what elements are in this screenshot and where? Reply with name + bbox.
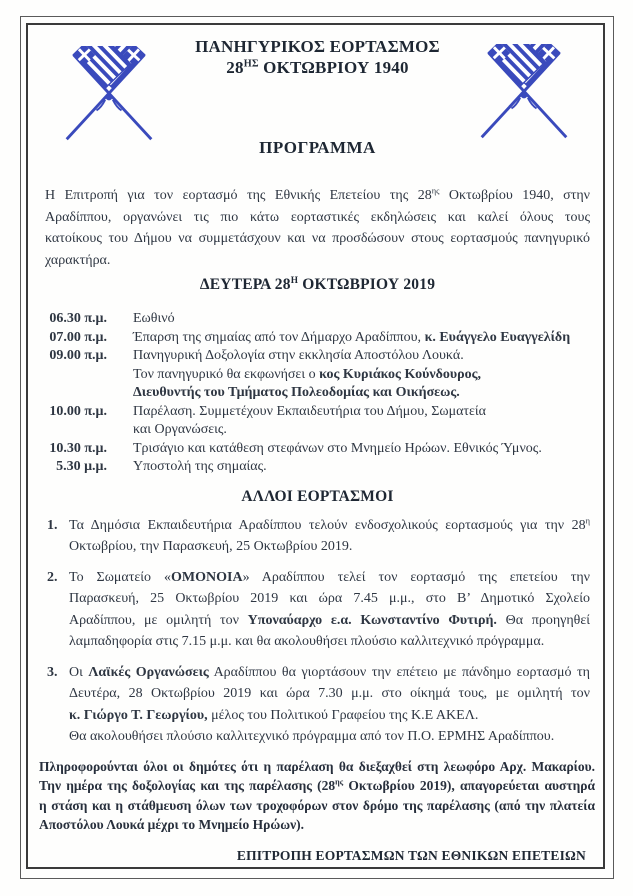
schedule-row bbox=[45, 403, 590, 440]
title-column bbox=[193, 36, 442, 158]
other-celebrations-heading: ΑΛΛΟΙ ΕΟΡΤΑΣΜΟΙ bbox=[241, 487, 394, 505]
schedule-time: 10.00 π.μ. bbox=[49, 403, 107, 419]
item-number: 1. bbox=[47, 517, 58, 533]
schedule-description: Υποστολή της σημαίας. bbox=[133, 459, 267, 474]
signature-committee: ΕΠΙΤΡΟΠΗ ΕΟΡΤΑΣΜΩΝ ΤΩΝ ΕΘΝΙΚΩΝ ΕΠΕΤΕΙΩΝ bbox=[236, 847, 586, 863]
schedule-description: Παρέλαση. Συμμετέχουν Εκπαιδευτήρια του Δήμου, Σωματεία και Οργανώσεις. bbox=[133, 403, 487, 437]
schedule-time: 06.30 π.μ. bbox=[49, 311, 107, 326]
schedule-row bbox=[45, 458, 590, 477]
program-heading: ΠΡΟΓΡΑΜΜΑ bbox=[259, 138, 376, 157]
title-line-1: ΠΑΝΗΓΥΡΙΚΟΣ ΕΟΡΤΑΣΜΟΣ bbox=[195, 37, 440, 56]
schedule-time: 10.30 π.μ. bbox=[49, 440, 107, 456]
notice-paragraph: Πληροφορούνται όλοι οι δημότες ότι η παρέλαση θα διεξαχθεί στη λεωφόρο Αρχ. Μακαρίου. Την ημέρα της δοξολογίας και της παρέλασης ($28^{\eta\varsigma}$ Οκτωβρίου 2019), απαγορεύεται αυστηρά η στάση και η στάθμευση όλων των τροχοφόρων στον δρόμο της παρέλασης (από την πλατεία Αποστόλου Λουκά μέχρι το Μνημείο Ηρώων). bbox=[39, 758, 595, 832]
document-header bbox=[45, 36, 590, 158]
page-title bbox=[193, 36, 442, 78]
intro-paragraph: Η Επιτροπή για τον εορτασμό της Εθνικής Επετείου της $28^{\eta\varsigma}$ Οκτωβρίου 1940, στην Αραδίππου, οργανώνει τις πιο κάτω εορταστικές εκδηλώσεις και καλεί όλους τους κατοίκους του Δήμου να συμμετάσχουν και να προσδώσουν στους εορτασμούς πανηγυρικό χαρακτήρα. bbox=[45, 186, 590, 268]
schedule-description: Πανηγυρική Δοξολογία στην εκκλησία Αποστόλου Λουκά. Τον πανηγυρικό θα εκφωνήσει ο κος Κυριάκος Κούνδουρος, Διευθυντής του Τμήματος Πολεοδομίας και Οικήσεως. bbox=[133, 348, 482, 400]
other-celebrations-list bbox=[45, 515, 590, 748]
item-text: Το Σωματείο «ΟΜΟΝΟΙΑ» Αραδίππου τελεί τον εορτασμό της επετείου την Παρασκευή, 25 Οκτωβρίου 2019 και ώρα 7.45 μ.μ., στο Β’ Δημοτικό Σχολείο Αραδίππου, με ομιλητή τον Υποναύαρχο ε.α. Κωνσταντίνο Φυτιρή. Θα προηγηθεί λαμπαδηφορία στις 7.15 μ.μ. και θα ακολουθήσει πλούσιο καλλιτεχνικό πρόγραμμα. bbox=[69, 569, 590, 649]
schedule-row bbox=[45, 347, 590, 403]
schedule-time: 5.30 μ.μ. bbox=[56, 459, 107, 474]
list-item bbox=[45, 662, 590, 748]
list-item bbox=[45, 515, 590, 558]
schedule-row bbox=[45, 329, 590, 348]
schedule-description: Έπαρση της σημαίας από τον Δήμαρχο Αραδίππου, κ. Ευάγγελο Ευαγγελίδη bbox=[133, 329, 571, 345]
item-text: Οι Λαϊκές Οργανώσεις Αραδίππου θα γιορτάσουν την επέτειο με πάνδημο εορτασμό τη Δευτέρα, 28 Οκτωβρίου 2019 και ώρα 7.30 μ.μ. στο οίκημά τους, με ομιλητή τον κ. Γιώργο Τ. Γεωργίου, μέλος του Πολιτικού Γραφείου της Κ.Ε ΑΚΕΛ. Θα ακολουθήσει πλούσιο καλλιτεχνικό πρόγραμμα από τον Π.Ο. ΕΡΜΗΣ Αραδίππου. bbox=[69, 664, 590, 744]
schedule bbox=[45, 310, 590, 477]
greek-flags-icon bbox=[460, 36, 590, 144]
title-line-2: $28^{H\Sigma}$ ΟΚΤΩΒΡΙΟΥ 1940 bbox=[226, 58, 409, 77]
greek-flags-icon bbox=[45, 36, 193, 146]
list-item bbox=[45, 567, 590, 653]
item-number: 3. bbox=[47, 664, 58, 680]
item-text: Τα Δημόσια Εκπαιδευτήρια Αραδίππου τελούν ενδοσχολικούς εορτασμούς για την $28^\eta$ Οκτωβρίου, την Παρασκευή, 25 Οκτωβρίου 2019. bbox=[69, 515, 590, 554]
schedule-time: 09.00 π.μ. bbox=[49, 348, 107, 363]
schedule-row bbox=[45, 310, 590, 329]
schedule-row bbox=[45, 440, 590, 459]
monday-date-heading: ΔΕΥΤΕΡΑ $28^H$ ΟΚΤΩΒΡΙΟΥ 2019 bbox=[199, 275, 436, 293]
schedule-time: 07.00 π.μ. bbox=[49, 329, 107, 345]
schedule-description: Τρισάγιο και κατάθεση στεφάνων στο Μνημείο Ηρώων. Εθνικός Ύμνος. bbox=[133, 440, 542, 456]
item-number: 2. bbox=[47, 569, 58, 585]
document-content bbox=[39, 36, 595, 864]
schedule-description: Εωθινό bbox=[133, 311, 175, 326]
